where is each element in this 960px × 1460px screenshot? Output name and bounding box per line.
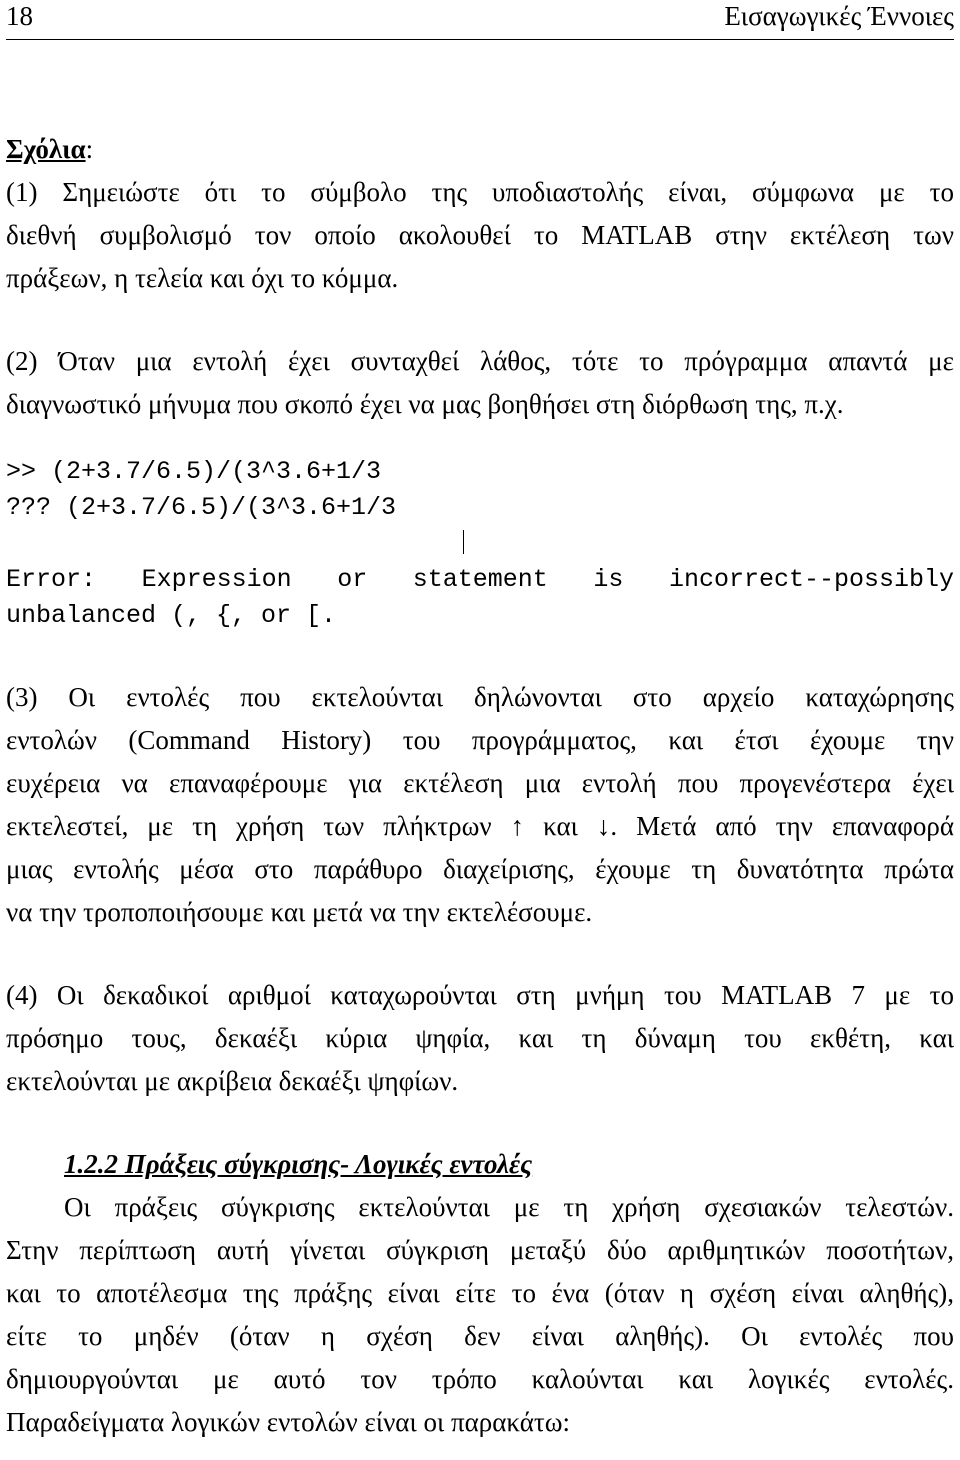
- paragraph-line: (2) Όταν μια εντολή έχει συνταχθεί λάθος, τότε το πρόγραμμα απαντά με: [6, 346, 954, 376]
- section-1-2-2: [6, 1143, 954, 1444]
- paragraph-line: να την τροποποιήσουμε και μετά να την εκτελέσουμε.: [6, 897, 593, 927]
- code-line: Error: Expression or statement is incorrect--possibly: [6, 565, 954, 594]
- paragraph-line: Παραδείγματα λογικών εντολών είναι οι παρακάτω:: [6, 1407, 571, 1437]
- running-title: Εισαγωγικές Έννοιες: [724, 1, 954, 31]
- paragraph-2: [6, 340, 954, 426]
- error-caret: [463, 530, 464, 554]
- paragraph-line: (4) Οι δεκαδικοί αριθμοί καταχωρούνται στη μνήμη του MATLAB 7 με το: [6, 980, 954, 1010]
- paragraph-line: [6, 805, 954, 848]
- section-title: [6, 1143, 954, 1186]
- error-caret-line: [6, 526, 954, 562]
- code-example: [6, 454, 954, 634]
- comments-heading-text: Σχόλια: [6, 134, 86, 164]
- section-title-text: 1.2.2 Πράξεις σύγκρισης- Λογικές εντολές: [64, 1149, 533, 1179]
- paragraph-line: Οι πράξεις σύγκρισης εκτελούνται με τη χρήση σχεσιακών τελεστών.: [64, 1192, 954, 1222]
- paragraph-line: Στην περίπτωση αυτή γίνεται σύγκριση μεταξύ δύο αριθμητικών ποσοτήτων,: [6, 1235, 954, 1265]
- code-line: unbalanced (, {, or [.: [6, 601, 337, 630]
- paragraph-1: [6, 171, 954, 300]
- comments-heading: [6, 128, 954, 171]
- line-text: εκτελεστεί, με τη χρήση των πλήκτρων: [6, 811, 492, 841]
- code-line: ??? (2+3.7/6.5)/(3^3.6+1/3: [6, 493, 397, 522]
- paragraph-line: (3) Οι εντολές που εκτελούνται δηλώνονται στο αρχείο καταχώρησης: [6, 682, 954, 712]
- paragraph-line: (1) Σημειώστε ότι το σύμβολο της υποδιαστολής είναι, σύμφωνα με το: [6, 177, 954, 207]
- code-line: >> (2+3.7/6.5)/(3^3.6+1/3: [6, 457, 382, 486]
- comments-heading-colon: :: [85, 134, 94, 164]
- paragraph-line: πράξεων, η τελεία και όχι το κόμμα.: [6, 263, 399, 293]
- line-text: και: [543, 811, 578, 841]
- paragraph-line: εντολών (Command History) του προγράμματος, και έτσι έχουμε την: [6, 725, 954, 755]
- line-text: . Μετά από την επαναφορά: [610, 811, 954, 841]
- arrow-up-icon: ↑: [510, 811, 525, 841]
- paragraph-3: [6, 676, 954, 934]
- paragraph-line: ευχέρεια να επαναφέρουμε για εκτέλεση μια εντολή που προγενέστερα έχει: [6, 768, 954, 798]
- paragraph-line: είτε το μηδέν (όταν η σχέση δεν είναι αληθής). Οι εντολές που: [6, 1321, 954, 1351]
- arrow-down-icon: ↓: [596, 811, 611, 841]
- paragraph-4: [6, 974, 954, 1103]
- paragraph-line: πρόσημο τους, δεκαέξι κύρια ψηφία, και τη δύναμη του εκθέτη, και: [6, 1023, 954, 1053]
- paragraph-line: δημιουργούνται με αυτό τον τρόπο καλούνται και λογικές εντολές.: [6, 1364, 954, 1394]
- paragraph-line: μιας εντολής μέσα στο παράθυρο διαχείρισης, έχουμε τη δυνατότητα πρώτα: [6, 854, 954, 884]
- header-rule: [6, 39, 954, 40]
- paragraph-line: εκτελούνται με ακρίβεια δεκαέξι ψηφίων.: [6, 1066, 459, 1096]
- paragraph-line: διεθνή συμβολισμό τον οποίο ακολουθεί το MATLAB στην εκτέλεση των: [6, 220, 954, 250]
- page-number: 18: [6, 1, 33, 31]
- page-body: [6, 128, 954, 1444]
- paragraph-line: διαγνωστικό μήνυμα που σκοπό έχει να μας βοηθήσει στη διόρθωση της, π.χ.: [6, 389, 844, 419]
- paragraph-line: και το αποτέλεσμα της πράξης είναι είτε το ένα (όταν η σχέση είναι αληθής),: [6, 1278, 954, 1308]
- page-header: [6, 0, 954, 40]
